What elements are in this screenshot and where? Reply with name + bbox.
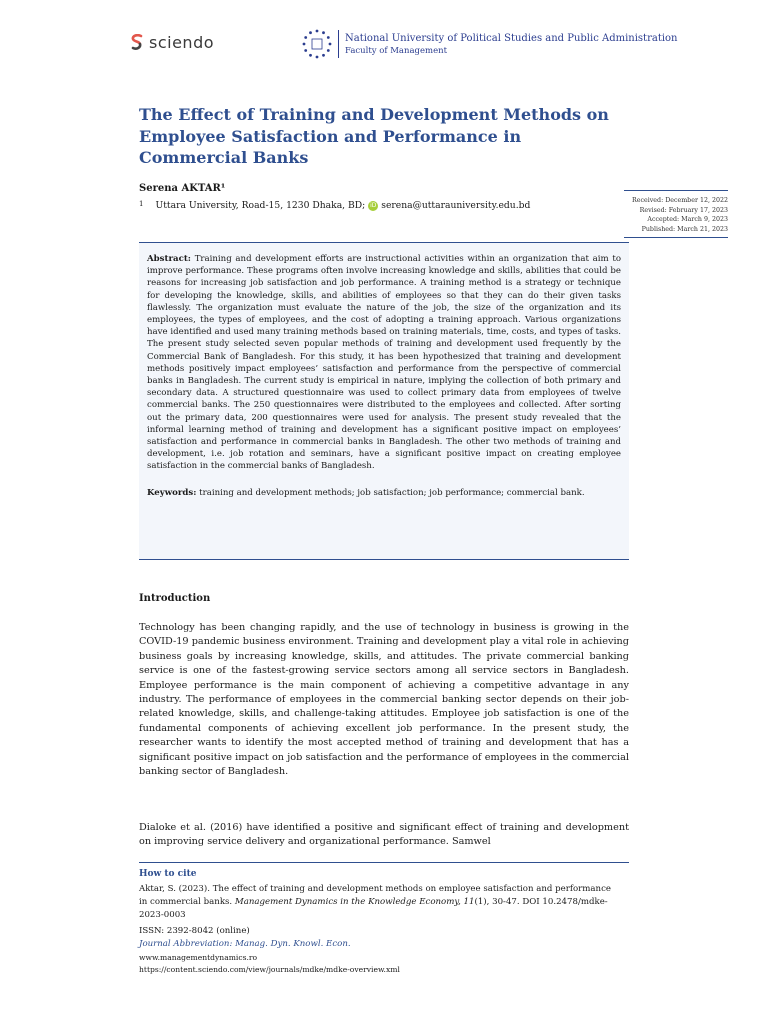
- logo-divider: [338, 30, 339, 58]
- abstract-label: Abstract:: [147, 254, 191, 264]
- seal-icon: [300, 27, 334, 61]
- affiliation-text: Uttara University, Road-15, 1230 Dhaka, BD;: [155, 200, 366, 211]
- sciendo-logo: [131, 33, 214, 52]
- institution-logo: [300, 27, 678, 61]
- date-revised: Revised: February 17, 2023: [639, 206, 728, 214]
- citation-text: [139, 883, 619, 922]
- keywords: [147, 487, 621, 499]
- body-paragraph-2: Dialoke et al. (2016) have identified a positive and significant effect of training and development on improving service delivery and organizational performance. Samwel: [139, 822, 629, 848]
- abstract-paragraph: [147, 253, 621, 473]
- journal-abbreviation: Journal Abbreviation: Manag. Dyn. Knowl. Econ.: [139, 939, 351, 949]
- date-accepted: Accepted: March 9, 2023: [647, 216, 728, 223]
- keywords-label: Keywords:: [147, 487, 197, 498]
- author-affiliation: [139, 200, 530, 211]
- citation-journal: Management Dynamics in the Knowledge Economy, 11: [234, 897, 475, 907]
- abstract-box: [139, 242, 629, 560]
- article-title: The Effect of Training and Development Methods on Employee Satisfaction and Performance in Commercial Banks: [139, 105, 609, 167]
- journal-website-link[interactable]: www.managementdynamics.ro: [139, 953, 258, 962]
- institution-name: National University of Political Studies and Public Administration: [345, 32, 678, 44]
- article-dates: [624, 190, 728, 238]
- author-email[interactable]: serena@uttarauniversity.edu.bd: [381, 200, 531, 211]
- date-published: Published: March 21, 2023: [641, 225, 728, 233]
- faculty-name: Faculty of Management: [345, 45, 447, 56]
- sciendo-s-icon: [131, 34, 144, 51]
- journal-overview-link[interactable]: https://content.sciendo.com/view/journals/mdke/mdke-overview.xml: [139, 965, 400, 974]
- body-paragraph-1: Technology has been changing rapidly, and the use of technology in business is growing in the COVID-19 pandemic business environment. Training and development play a vital role in achieving business goals by increasing knowledge, skills, and attitudes. The private commercial banking service is one of the fastest-growing service sectors among all service sectors in Bangladesh. Employee performance is the main component of achieving a competitive advantage in any industry. The performance of employees in the commercial banking sector depends on their job-related knowledge, skills, and challenge-taking attitudes. Employee job satisfaction is one of the fundamental components of achieving excellent job performance. In the present study, the researcher wants to identify the most accepted method of training and development that has a significant positive impact on job satisfaction and the performance of employees in the commercial banking sector of Bangladesh.: [139, 622, 629, 778]
- citation-divider: [139, 862, 629, 863]
- publisher-name: sciendo: [149, 33, 215, 52]
- how-to-cite-heading: How to cite: [139, 869, 197, 879]
- section-heading-introduction: Introduction: [139, 593, 211, 604]
- affiliation-number: 1: [139, 199, 144, 208]
- abstract-text: Training and development efforts are instructional activities within an organization that aim to improve performance. These programs often involve increasing knowledge and skills, abilities that could be reasons for increasing job satisfaction and job performance. A training method is a strategy or technique for developing the knowledge, skills, and abilities of employees so that they can do their given tasks flawlessly. The organization must evaluate the nature of the job, the size of the organization and its employees, the types of employees, and the cost of adopting a training approach. Various organizations have identified and used many training methods based on training materials, time, costs, and types of tasks. The present study selected seven popular methods of training and development used frequently by the Commercial Bank of Bangladesh. For this study, it has been hypothesized that training and development methods positively impact employees’ satisfaction and performance from the perspective of commercial banks in Bangladesh. The current study is empirical in nature, implying the collection of both primary and secondary data. A structured questionnaire was used to collect primary data from employees of twelve commercial banks. The 250 questionnaires were distributed to the employees and collected. After sorting out the primary data, 200 questionnaires were used for analysis. The present study revealed that the informal learning method of training and development has a significant positive impact on employees’ satisfaction and performance in commercial banks in Bangladesh. The other two methods of training and development, i.e. job rotation and seminars, have a significant positive impact on creating employee satisfaction in the commercial banks of Bangladesh.: [147, 254, 622, 472]
- citation-part-b: (1), 30-47. DOI 10.2478/mdke-2023-0003: [139, 897, 608, 920]
- keywords-text: training and development methods; job satisfaction; job performance; commercial bank.: [199, 487, 585, 498]
- author-name: Serena AKTAR¹: [139, 183, 226, 194]
- date-received: Received: December 12, 2022: [632, 197, 728, 204]
- citation-part-a: Aktar, S. (2023). The effect of training and development methods on employee satisfaction and performance in commercial banks.: [139, 884, 611, 907]
- issn: ISSN: 2392-8042 (online): [139, 926, 250, 936]
- orcid-icon[interactable]: iD: [370, 201, 377, 209]
